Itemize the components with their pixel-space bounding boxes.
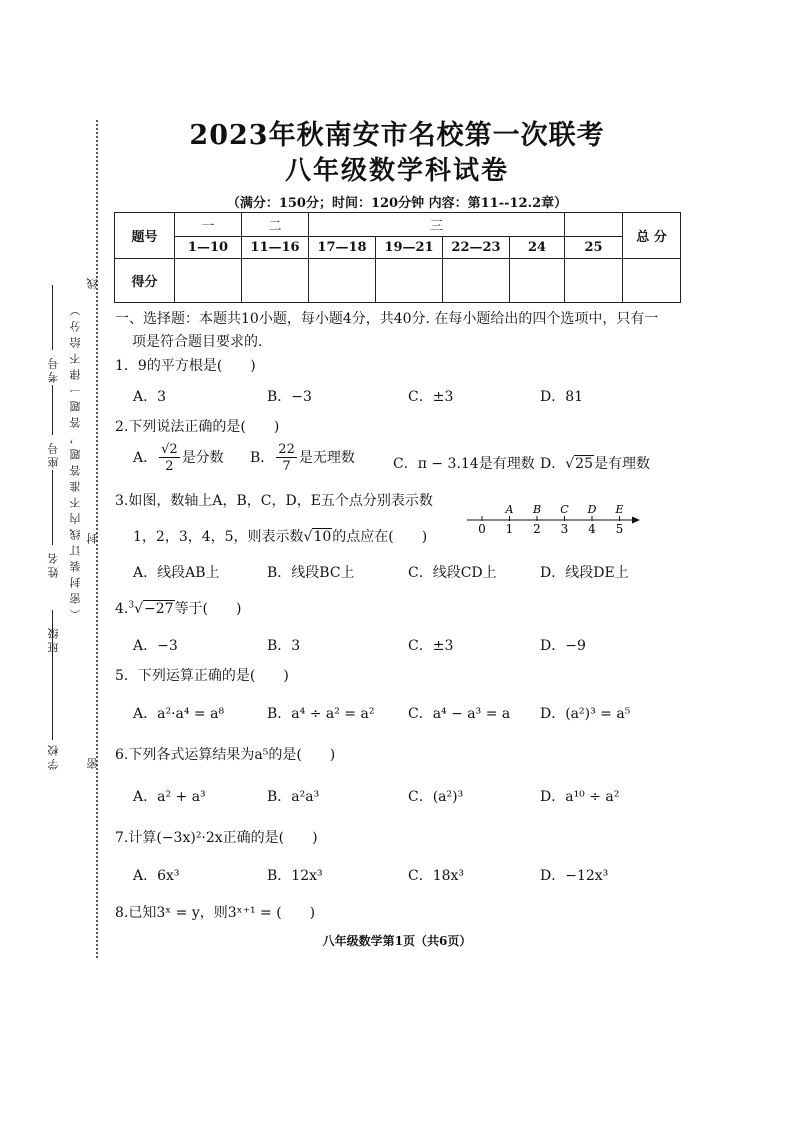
q2-option-b[interactable] xyxy=(250,443,355,473)
name-label: 姓名 xyxy=(47,550,60,578)
number-line-point-label: B xyxy=(532,503,542,516)
q4-option-d[interactable]: D．−9 xyxy=(540,638,586,654)
column-label: 24 xyxy=(510,237,565,259)
page-footer: 八年级数学第1页（共6页） xyxy=(322,934,472,948)
option-text: 是分数 xyxy=(181,450,224,466)
row-label-question-no: 题号 xyxy=(115,213,175,259)
q7-option-d[interactable]: D．−12x³ xyxy=(540,868,609,884)
fraction xyxy=(159,443,180,473)
number-line-figure xyxy=(462,500,646,540)
seal-mark-feng: 封 xyxy=(86,530,99,544)
column-label: 19—21 xyxy=(376,237,443,259)
score-table xyxy=(114,212,681,303)
radicand: 25 xyxy=(575,456,593,472)
exam-subject-title: 八年级数学科试卷 xyxy=(284,156,509,186)
row-label-score: 得分 xyxy=(115,259,175,303)
question-6-stem: 6.下列各式运算结果为a⁵的是( ) xyxy=(115,747,336,763)
column-label: 17—18 xyxy=(309,237,376,259)
sealing-notice: （密封装订线内不准答题，答题一律不给分） xyxy=(69,300,82,620)
number-line-number: 4 xyxy=(588,522,596,536)
q6-option-d[interactable]: D．a¹⁰ ÷ a² xyxy=(540,789,620,805)
score-cell[interactable] xyxy=(376,259,443,303)
q6-option-a[interactable]: A．a² + a³ xyxy=(133,789,206,805)
q4-option-c[interactable]: C．±3 xyxy=(408,638,454,654)
q2-option-c[interactable]: C．π − 3.14是有理数 xyxy=(393,456,535,472)
number-line-number: 2 xyxy=(533,522,541,536)
score-cell[interactable] xyxy=(510,259,565,303)
section-one-header: 一 xyxy=(175,213,242,237)
q3-option-a[interactable]: A．线段AB上 xyxy=(133,565,220,581)
exam-title: 2023年秋南安市名校第一次联考 xyxy=(189,120,605,151)
q6-option-b[interactable]: B．a²a³ xyxy=(267,789,320,805)
q1-option-c[interactable]: C．±3 xyxy=(408,389,454,405)
radicand: −27 xyxy=(144,601,174,617)
radical-sign: √ xyxy=(303,529,313,545)
school-label: 学校 xyxy=(47,742,60,770)
question-4-stem xyxy=(115,598,242,618)
seal-mark-mi: 密 xyxy=(86,755,99,769)
q7-option-c[interactable]: C．18x³ xyxy=(408,868,465,884)
class-label: 班级 xyxy=(47,625,60,653)
q7-option-a[interactable]: A．6x³ xyxy=(133,868,180,884)
q5-option-c[interactable]: C．a⁴ − a³ = a xyxy=(408,706,511,722)
q6-option-c[interactable]: C．(a²)³ xyxy=(408,789,464,805)
number-line-number: 0 xyxy=(478,522,486,536)
q3-option-c[interactable]: C．线段CD上 xyxy=(408,565,497,581)
radical-sign: √ xyxy=(565,456,575,472)
score-cell[interactable] xyxy=(443,259,510,303)
radical-sign: √ xyxy=(134,601,144,617)
q3-option-b[interactable]: B．线段BC上 xyxy=(267,565,355,581)
question-8-stem: 8.已知3ˣ = y，则3ˣ⁺¹ = ( ) xyxy=(115,905,316,921)
q1-option-b[interactable]: B．−3 xyxy=(267,389,312,405)
stem-text: 1，2，3，4，5，则表示数 xyxy=(133,529,304,545)
seat-fill-line[interactable] xyxy=(52,385,53,435)
seal-mark-xian: 线 xyxy=(86,275,99,289)
number-line-point-label: D xyxy=(587,503,597,516)
number-line-point-label: A xyxy=(505,503,514,516)
name-fill-line[interactable] xyxy=(52,470,53,545)
question-3-stem-cont xyxy=(133,526,427,546)
column-label: 25 xyxy=(565,237,623,259)
number-line-point-label: C xyxy=(560,503,569,516)
question-7-stem: 7.计算(−3x)²·2x正确的是( ) xyxy=(115,830,318,846)
q2-option-d[interactable] xyxy=(540,453,650,473)
arrow-head-icon xyxy=(632,517,640,524)
root-index: 3 xyxy=(128,600,135,611)
column-label: 1—10 xyxy=(175,237,242,259)
q1-option-a[interactable]: A．3 xyxy=(133,389,167,405)
stem-text: 等于( ) xyxy=(174,601,242,617)
fraction xyxy=(276,443,297,473)
q7-option-b[interactable]: B．12x³ xyxy=(267,868,323,884)
question-1-stem: 1．9的平方根是( ) xyxy=(115,358,256,374)
option-letter: B． xyxy=(250,450,275,466)
q5-option-d[interactable]: D．(a²)³ = a⁵ xyxy=(540,706,631,722)
total-score-label: 总 分 xyxy=(623,213,681,259)
number-line-number: 5 xyxy=(615,522,624,536)
question-3-stem: 3.如图，数轴上A，B，C，D，E五个点分别表示数 xyxy=(115,493,433,509)
numerator: √2 xyxy=(161,442,178,457)
q4-option-a[interactable]: A．−3 xyxy=(133,638,178,654)
option-text: 是有理数 xyxy=(593,456,650,472)
question-number: 4. xyxy=(115,601,129,617)
score-cell[interactable] xyxy=(242,259,309,303)
q4-option-b[interactable]: B．3 xyxy=(267,638,301,654)
denominator: 2 xyxy=(165,459,174,474)
section-three-header: 三 xyxy=(309,213,565,237)
score-cell[interactable] xyxy=(175,259,242,303)
number-line-number: 3 xyxy=(560,522,569,536)
question-5-stem: 5．下列运算正确的是( ) xyxy=(115,668,289,684)
q2-option-a[interactable] xyxy=(133,443,224,473)
exam-number-label: 考号 xyxy=(47,355,60,383)
stem-text: 的点应在( ) xyxy=(332,529,428,545)
q5-option-b[interactable]: B．a⁴ ÷ a² = a² xyxy=(267,706,375,722)
q1-option-d[interactable]: D．81 xyxy=(540,389,584,405)
exam-info: （满分：150分；时间：120分钟 内容：第11--12.2章） xyxy=(226,196,568,211)
question-2-stem: 2.下列说法正确的是( ) xyxy=(115,419,280,435)
section-two-header: 二 xyxy=(242,213,309,237)
q5-option-a[interactable]: A．a²·a⁴ = a⁸ xyxy=(133,706,225,722)
score-cell[interactable] xyxy=(565,259,623,303)
option-letter: D． xyxy=(540,456,566,472)
number-line-number: 1 xyxy=(505,522,514,536)
radicand: 10 xyxy=(313,529,332,545)
numerator: 22 xyxy=(278,442,295,457)
column-label: 11—16 xyxy=(242,237,309,259)
blank-header-cell xyxy=(565,213,623,237)
number-line-point-label: E xyxy=(615,503,624,516)
column-label: 22—23 xyxy=(443,237,510,259)
section-heading-cont: 项是符合题目要求的. xyxy=(132,334,263,350)
denominator: 7 xyxy=(282,459,291,474)
option-text: 是无理数 xyxy=(298,450,355,466)
q3-option-d[interactable]: D．线段DE上 xyxy=(540,565,629,581)
seat-label: 座号 xyxy=(47,440,60,468)
option-letter: A． xyxy=(133,450,158,466)
score-cell[interactable] xyxy=(623,259,681,303)
score-cell[interactable] xyxy=(309,259,376,303)
exam-number-fill-line[interactable] xyxy=(52,285,53,350)
section-heading: 一、选择题：本题共10小题，每小题4分，共40分. 在每小题给出的四个选项中，只有一 xyxy=(115,311,659,327)
